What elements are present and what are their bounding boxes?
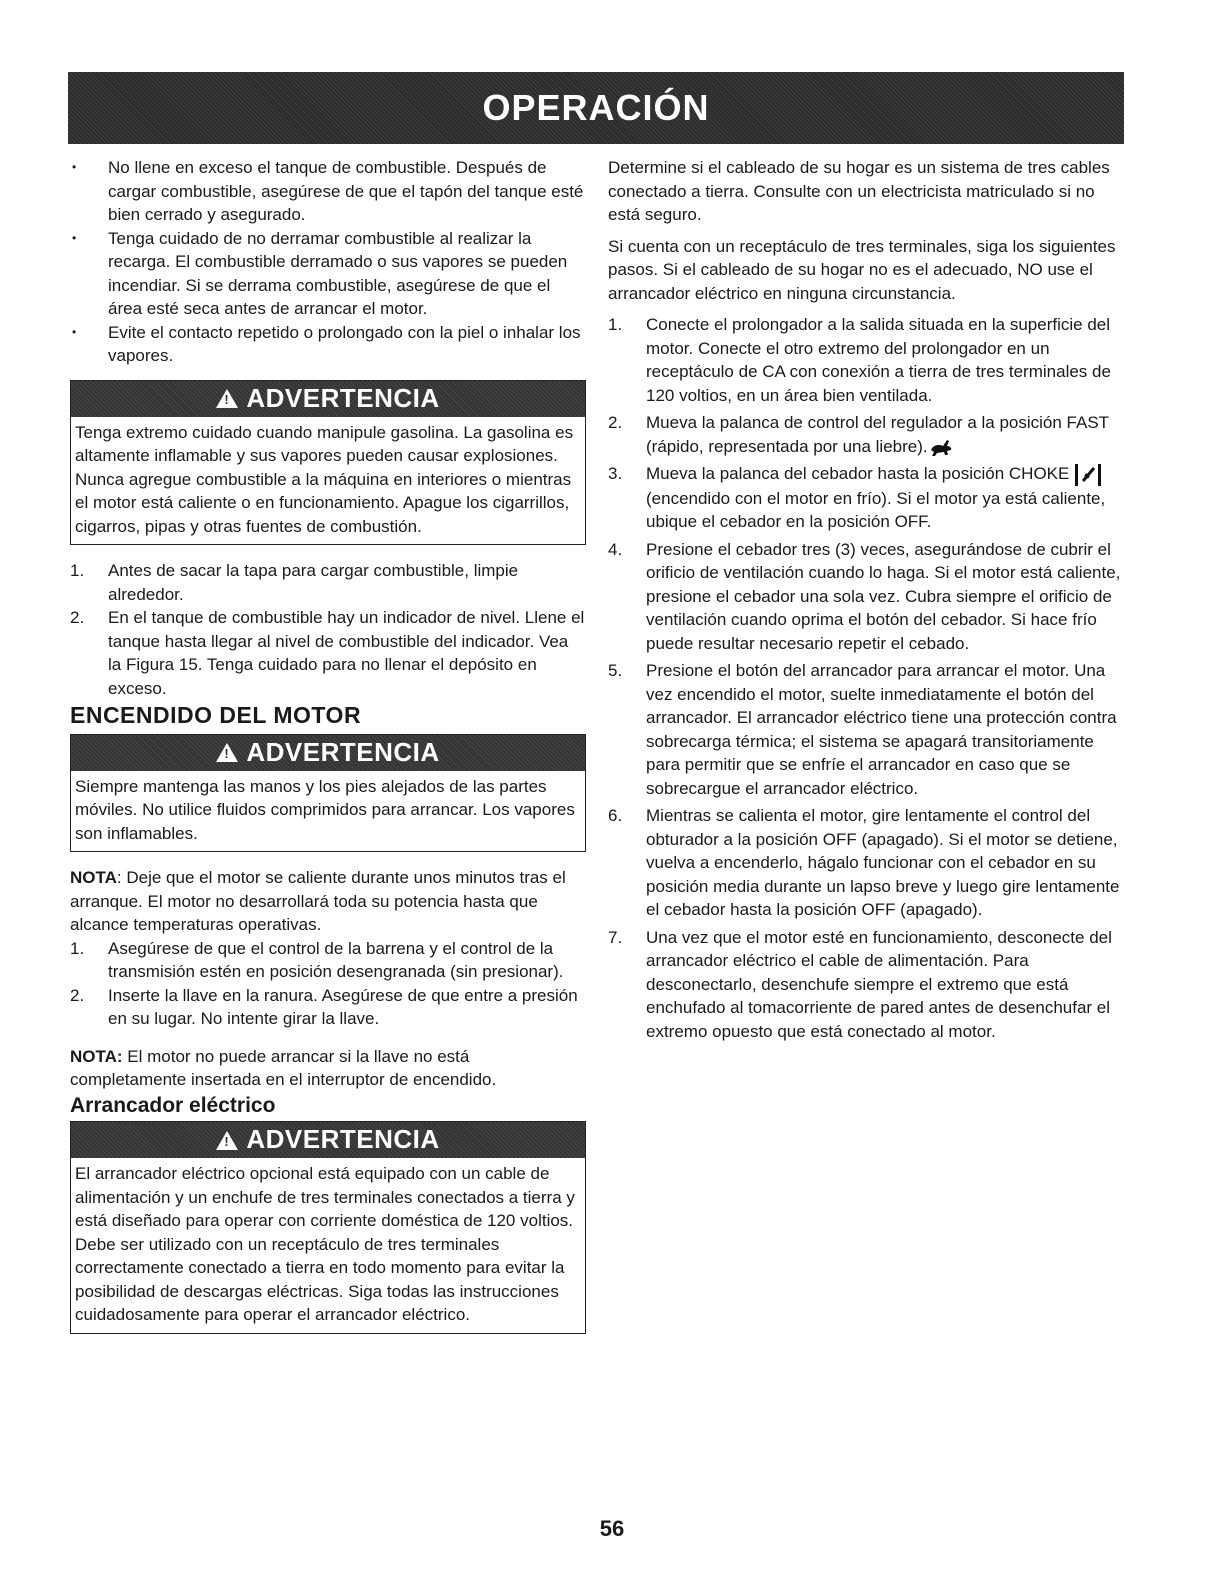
step-text: Conecte el prolongador a la salida situada en la superficie del motor. Conecte el otro extremo del prolongador en un receptáculo de CA con conexión a tierra de tres terminales de 120 voltios, en un área bien ventilada. (646, 315, 1111, 405)
electric-start-steps-list (608, 313, 1124, 1043)
note-label: NOTA: (70, 1046, 123, 1066)
list-item (608, 411, 1124, 458)
step-text: Presione el botón del arrancador para arrancar el motor. Una vez encendido el motor, suelte inmediatamente el botón del arrancador. El arrancador eléctrico tiene una protección contra sobrecarga térmica; el sistema se apagará transitoriamente para permitir que se enfríe el arrancador en caso que se sobrecargue el arrancador eléctrico. (646, 661, 1117, 798)
warning-box-moving-parts (70, 734, 586, 853)
rabbit-icon (928, 436, 954, 458)
page-title: OPERACIÓN (482, 87, 710, 128)
step-number: 2. (70, 608, 85, 627)
subsection-title: Arrancador eléctrico (70, 1093, 276, 1117)
step-number: 2. (608, 413, 623, 432)
fuel-steps-list (70, 559, 586, 700)
step-number: 3. (608, 464, 623, 484)
step-number: 2. (70, 985, 85, 1005)
step-number: 1. (70, 561, 85, 580)
step-number: 1. (70, 938, 85, 958)
note-label: NOTA (70, 868, 117, 887)
paragraph: Determine si el cableado de su hogar es un sistema de tres cables conectado a tierra. Consulte con un electricista matriculado si no está seguro. (608, 158, 1110, 224)
list-item (608, 926, 1124, 1044)
step-text: Mientras se calienta el motor, gire lentamente el control del obturador a la posición OFF (apagado). Si el motor se detiene, vuelva a encenderlo, hágalo funcionar con el cebador en su posición media durante un lapso breve y luego gire lentamente el cebador hasta la posición OFF (apagado). (646, 806, 1120, 920)
warning-label: ADVERTENCIA (246, 382, 440, 413)
step-number: 7. (608, 927, 623, 947)
note-key (70, 1045, 586, 1092)
list-item (608, 462, 1124, 534)
warning-label: ADVERTENCIA (246, 736, 440, 767)
fuel-bullet-list (70, 156, 586, 368)
page-banner (68, 72, 1124, 144)
page-number: 56 (599, 1516, 625, 1541)
step-text: Mueva la palanca de control del regulador a la posición FAST (rápido, representada por una liebre). (646, 413, 1109, 456)
step-text: Una vez que el motor esté en funcionamiento, desconecte del arrancador eléctrico el cable de alimentación. Para desconectarlo, desenchufe siempre el extremo que está enchufado al tomacorriente de pared antes de desenchufar el extremo opuesto que está conectado al motor. (646, 927, 1112, 1041)
step-number: 6. (608, 806, 623, 826)
left-column (70, 156, 586, 1334)
step-text: Mueva la palanca del cebador hasta la posición CHOKE (646, 464, 1070, 484)
start-steps-list (70, 937, 586, 1031)
note-text: El motor no puede arrancar si la llave no está completamente insertada en el interruptor de encendido. (70, 1046, 497, 1089)
step-text: Inserte la llave en la ranura. Asegúrese de que entre a presión en su lugar. No intente girar la llave. (108, 985, 578, 1028)
warning-triangle-icon (216, 1131, 238, 1150)
list-item (70, 606, 586, 700)
list-item (608, 804, 1124, 922)
warning-header (71, 1122, 585, 1158)
step-text: Asegúrese de que el control de la barrena y el control de la transmisión estén en posición desengranada (sin presionar). (108, 938, 564, 981)
list-item (608, 313, 1124, 407)
list-item (608, 538, 1124, 656)
warning-box-gasoline (70, 380, 586, 546)
warning-box-electric-starter (70, 1121, 586, 1334)
warning-header (71, 381, 585, 417)
bullet-item: • No llene en exceso el tanque de combustible. Después de cargar combustible, asegúrese de que el tapón del tanque esté bien cerrado y asegurado. (70, 156, 586, 227)
warning-text: El arrancador eléctrico opcional está equipado con un cable de alimentación y un enchufe de tres terminales conectados a tierra y está diseñado para operar con corriente doméstica de 120 voltios. Debe ser utilizado con un receptáculo de tres terminales correctamente conectado a tierra en todo momento para evitar la posibilidad de descargas eléctricas. Siga todas las instrucciones cuidadosamente para operar el arrancador eléctrico. (75, 1164, 575, 1324)
choke-icon (1074, 463, 1102, 487)
step-text: En el tanque de combustible hay un indicador de nivel. Llene el tanque hasta llegar al nivel de combustible del indicador. Vea la Figura 15. Tenga cuidado para no llenar el depósito en exceso. (108, 608, 585, 698)
warning-triangle-icon (216, 389, 238, 408)
warning-header (71, 735, 585, 771)
note-warmup (70, 866, 586, 937)
section-title: ENCENDIDO DEL MOTOR (70, 702, 362, 728)
paragraph: Si cuenta con un receptáculo de tres terminales, siga los siguientes pasos. Si el cableado de su hogar no es el adecuado, NO use el arrancador eléctrico en ninguna circunstancia. (608, 236, 1116, 303)
step-number: 1. (608, 315, 623, 334)
list-item (70, 984, 586, 1031)
bullet-item: • Evite el contacto repetido o prolongado con la piel o inhalar los vapores. (70, 321, 586, 368)
step-number: 5. (608, 661, 623, 681)
note-text: : Deje que el motor se caliente durante unos minutos tras el arranque. El motor no desarrollará toda su potencia hasta que alcance temperaturas operativas. (70, 868, 566, 934)
warning-triangle-icon (216, 743, 238, 762)
list-item (70, 559, 586, 606)
step-text: Presione el cebador tres (3) veces, asegurándose de cubrir el orificio de ventilación cuando lo haga. Si el motor está caliente, presione el cebador una sola vez. Cubra siempre el orificio de ventilación cuando oprima el botón del cebador. Si hace frío puede resultar necesario repetir el cebado. (646, 539, 1121, 653)
step-text: Antes de sacar la tapa para cargar combustible, limpie alrededor. (108, 561, 519, 604)
warning-text: Tenga extremo cuidado cuando manipule gasolina. La gasolina es altamente inflamable y sus vapores pueden causar explosiones. Nunca agregue combustible a la máquina en interiores o mientras el motor está caliente o en funcionamiento. Apague los cigarrillos, cigarros, pipas y otras fuentes de combustión. (75, 422, 574, 536)
bullet-item: • Tenga cuidado de no derramar combustible al realizar la recarga. El combustible derramado o sus vapores se pueden incendiar. Si se derrama combustible, asegúrese de que el área esté seca antes de arrancar el motor. (70, 227, 586, 321)
warning-text: Siempre mantenga las manos y los pies alejados de las partes móviles. No utilice fluidos comprimidos para arrancar. Los vapores son inflamables. (75, 776, 575, 843)
warning-label: ADVERTENCIA (246, 1124, 440, 1155)
list-item (608, 659, 1124, 800)
step-text-continued: (encendido con el motor en frío). Si el motor ya está caliente, ubique el cebador en la posición OFF. (646, 488, 1106, 532)
list-item (70, 937, 586, 984)
step-number: 4. (608, 539, 623, 559)
right-column (608, 156, 1124, 1043)
